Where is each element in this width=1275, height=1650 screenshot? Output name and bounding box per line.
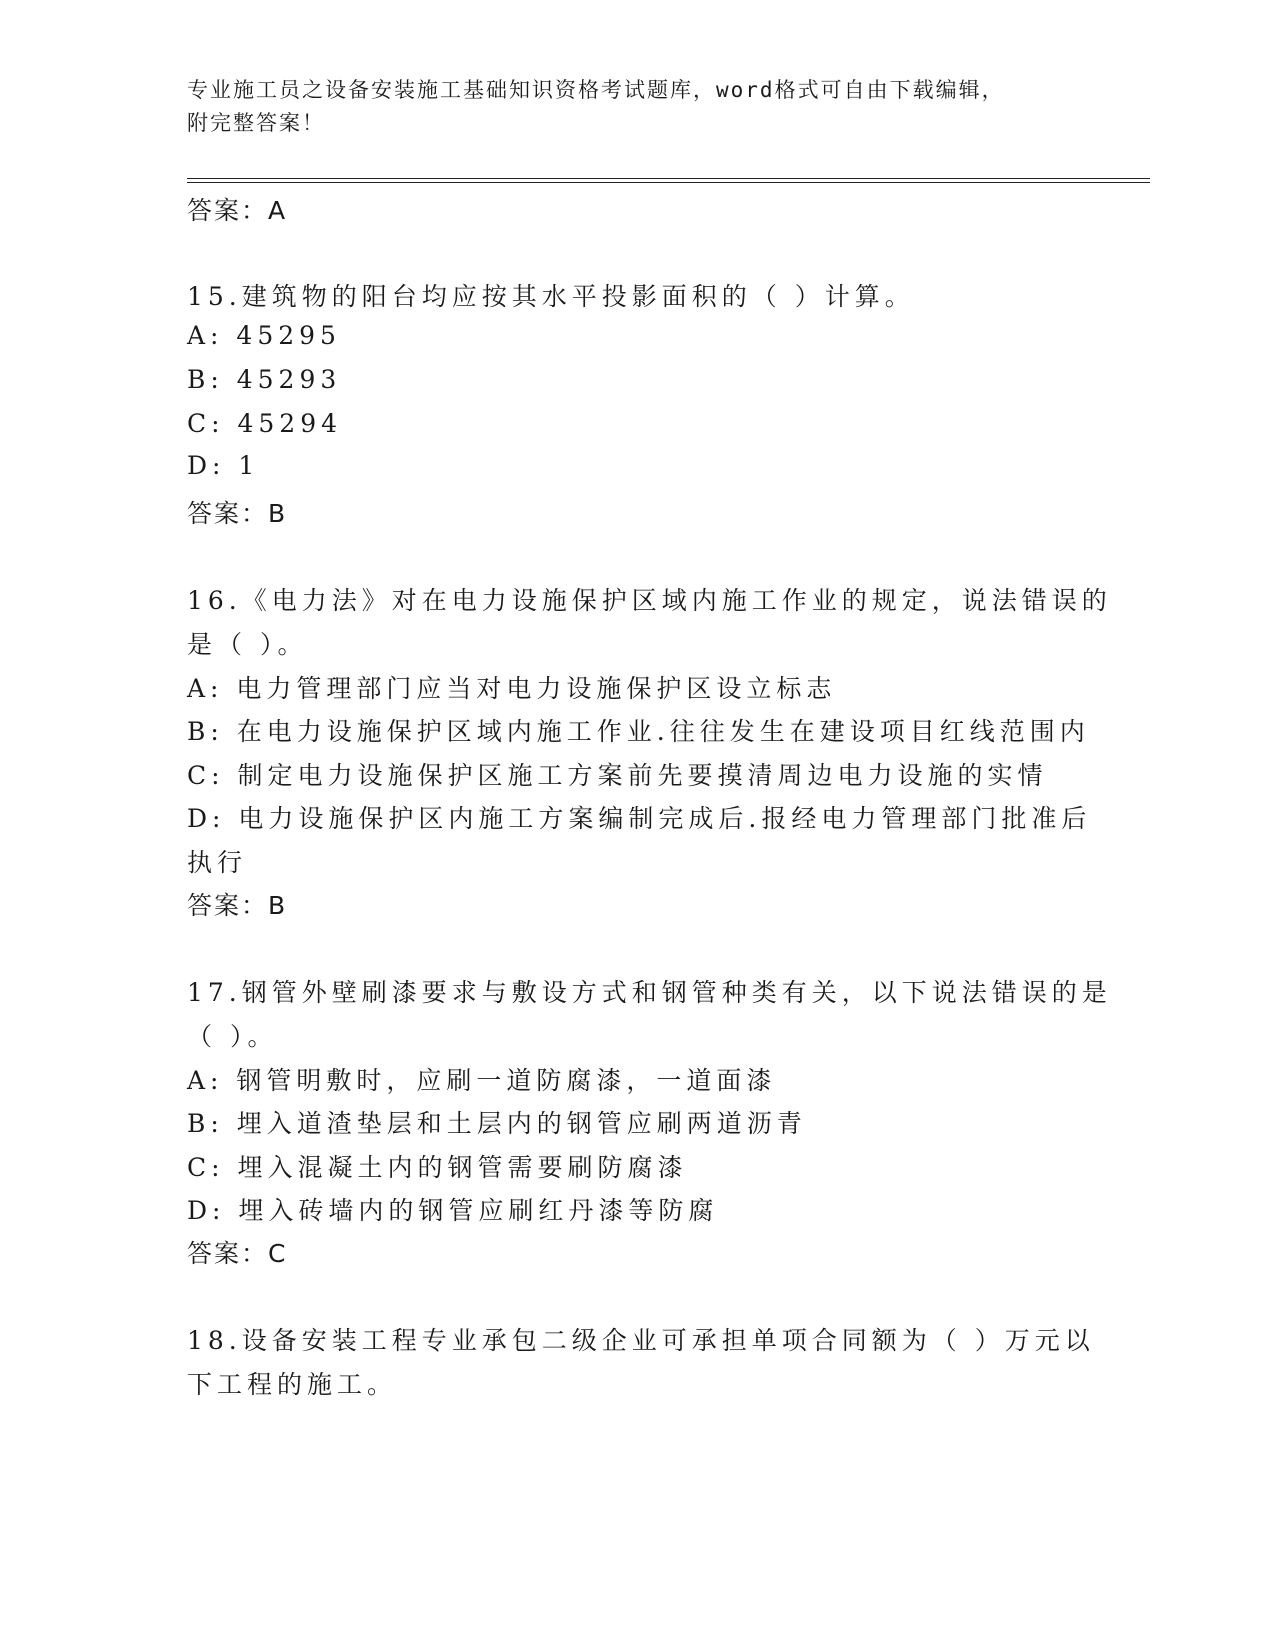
q17-stem-line-2: （ ）。 [187, 1022, 278, 1051]
header-line-1: 专业施工员之设备安装施工基础知识资格考试题库，word格式可自由下载编辑， [187, 78, 1005, 102]
q17-answer: 答案：C [187, 1239, 288, 1268]
q16-stem-line-1: 16.《电力法》对在电力设施保护区域内施工作业的规定，说法错误的 [187, 586, 1112, 615]
q16-option-d-line-2: 执行 [187, 848, 248, 877]
q17-option-c: C: 埋入混凝土内的钢管需要刷防腐漆 [187, 1153, 688, 1182]
answer-q14: 答案：A [187, 196, 288, 225]
q16-option-d-line-1: D: 电力设施保护区内施工方案编制完成后.报经电力管理部门批准后 [187, 804, 1092, 833]
q15-option-c: C: 45294 [187, 409, 343, 438]
q18-stem-line-1: 18.设备安装工程专业承包二级企业可承担单项合同额为（ ）万元以 [187, 1326, 1095, 1355]
q15-option-a: A: 45295 [187, 321, 341, 350]
q15-option-b: B: 45293 [187, 365, 342, 394]
q17-stem-line-1: 17.钢管外壁刷漆要求与敷设方式和钢管种类有关，以下说法错误的是 [187, 978, 1112, 1007]
q17-option-a: A: 钢管明敷时，应刷一道防腐漆，一道面漆 [187, 1066, 777, 1095]
document-header [187, 74, 1087, 140]
q16-option-c: C: 制定电力设施保护区施工方案前先要摸清周边电力设施的实情 [187, 761, 1048, 790]
q18-stem-line-2: 下工程的施工。 [187, 1370, 398, 1399]
header-divider-bottom [187, 182, 1150, 183]
q16-option-b: B: 在电力设施保护区域内施工作业.往往发生在建设项目红线范围内 [187, 717, 1090, 746]
q17-option-d: D: 埋入砖墙内的钢管应刷红丹漆等防腐 [187, 1196, 719, 1225]
q17-option-b: B: 埋入道渣垫层和土层内的钢管应刷两道沥青 [187, 1109, 807, 1138]
q16-option-a: A: 电力管理部门应当对电力设施保护区设立标志 [187, 674, 837, 703]
q15-answer: 答案：B [187, 499, 288, 528]
q15-stem: 15.建筑物的阳台均应按其水平投影面积的（ ）计算。 [187, 282, 915, 311]
q16-answer: 答案：B [187, 891, 288, 920]
q16-stem-line-2: 是（ ）。 [187, 630, 308, 659]
header-line-2: 附完整答案！ [187, 111, 325, 135]
q15-option-d: D: 1 [187, 451, 260, 480]
header-divider-top [187, 178, 1150, 179]
